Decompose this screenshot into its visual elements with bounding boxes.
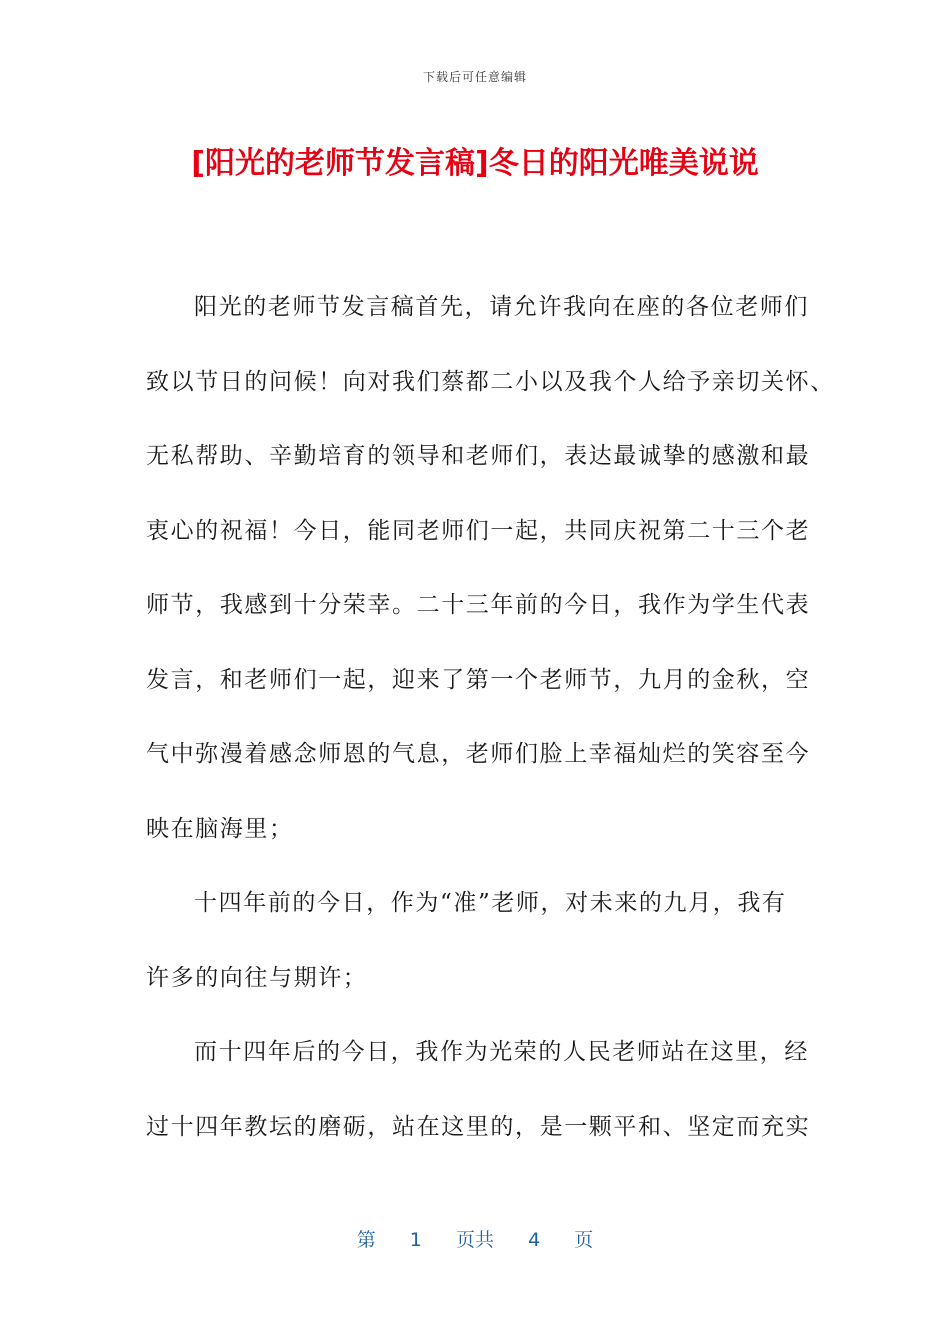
body-line: 过十四年教坛的磨砺，站在这里的，是一颗平和、坚定而充实 xyxy=(146,1113,811,1140)
footer-prefix: 第 xyxy=(356,1229,376,1251)
body-line: 衷心的祝福！今日，能同老师们一起，共同庆祝第二十三个老 xyxy=(146,517,811,544)
body-line: 无私帮助、辛勤培育的领导和老师们，表达最诚挚的感激和最 xyxy=(146,443,811,469)
body-line: 致以节日的问候！向对我们蔡都二小以及我个人给予亲切关怀、 xyxy=(146,368,835,395)
body-line: 映在脑海里； xyxy=(146,815,294,842)
body-line: 阳光的老师节发言稿首先，请允许我向在座的各位老师们 xyxy=(194,294,809,320)
document-body xyxy=(146,270,835,1164)
footer-current-page: 1 xyxy=(409,1229,422,1251)
document-title: [阳光的老师节发言稿]冬日的阳光唯美说说 xyxy=(191,146,759,181)
page-footer xyxy=(0,1225,950,1252)
body-line: 而十四年后的今日，我作为光荣的人民老师站在这里，经 xyxy=(194,1039,809,1065)
footer-middle: 页共 xyxy=(455,1229,494,1251)
body-line: 师节，我感到十分荣幸。二十三年前的今日，我作为学生代表 xyxy=(146,592,811,618)
header-note: 下载后可任意编辑 xyxy=(422,70,527,84)
body-line: 发言，和老师们一起，迎来了第一个老师节，九月的金秋，空 xyxy=(146,666,811,693)
footer-suffix: 页 xyxy=(574,1229,594,1251)
body-line: 许多的向往与期许； xyxy=(146,964,368,991)
body-line: 十四年前的今日，作为“准”老师，对未来的九月，我有 xyxy=(194,890,787,916)
footer-total-pages: 4 xyxy=(528,1229,541,1251)
body-line: 气中弥漫着感念师恩的气息，老师们脸上幸福灿烂的笑容至今 xyxy=(146,741,811,767)
